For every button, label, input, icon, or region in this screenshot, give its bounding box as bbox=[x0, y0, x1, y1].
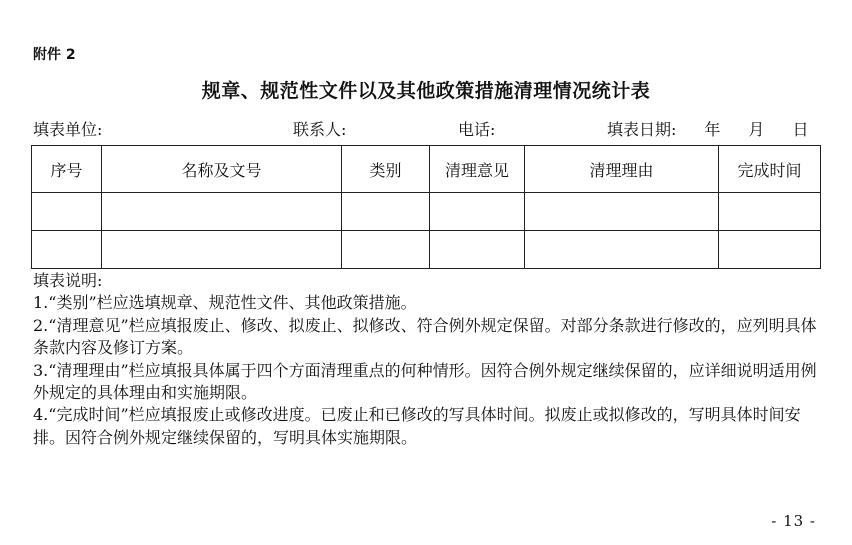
table-cell bbox=[342, 231, 430, 269]
header-completion-time: 完成时间 bbox=[719, 146, 821, 193]
header-cleanup-opinion: 清理意见 bbox=[430, 146, 525, 193]
date-year-label: 年 bbox=[704, 120, 721, 139]
instruction-item: 1.“类别”栏应选填规章、规范性文件、其他政策措施。 bbox=[33, 293, 417, 313]
filling-instructions bbox=[33, 270, 823, 449]
fill-unit-label: 填表单位: bbox=[33, 120, 103, 139]
table-cell bbox=[430, 231, 525, 269]
fill-date bbox=[607, 117, 808, 140]
fill-date-label: 填表日期: bbox=[607, 120, 677, 139]
table-row bbox=[32, 193, 821, 231]
date-month-label: 月 bbox=[748, 120, 765, 139]
attachment-label: 附件 2 bbox=[33, 47, 76, 63]
table-cell bbox=[525, 193, 719, 231]
table-cell bbox=[525, 231, 719, 269]
table-cell bbox=[32, 193, 102, 231]
header-name-and-doc-number: 名称及文号 bbox=[102, 146, 342, 193]
instruction-item: 2.“清理意见”栏应填报废止、修改、拟废止、拟修改、符合例外规定保留。对部分条款进行修改的，应列明具体条款内容及修订方案。 bbox=[33, 315, 817, 358]
header-serial-number: 序号 bbox=[32, 146, 102, 193]
table-cell bbox=[102, 231, 342, 269]
table-row bbox=[32, 231, 821, 269]
table-cell bbox=[719, 193, 821, 231]
header-category: 类别 bbox=[342, 146, 430, 193]
instructions-heading: 填表说明: bbox=[33, 271, 103, 290]
instruction-item: 3.“清理理由”栏应填报具体属于四个方面清理重点的何种情形。因符合例外规定继续保留的，应详细说明适用例外规定的具体理由和实施期限。 bbox=[33, 360, 817, 403]
table-cell bbox=[102, 193, 342, 231]
table-cell bbox=[32, 231, 102, 269]
phone-label: 电话: bbox=[458, 120, 496, 139]
contact-label: 联系人: bbox=[293, 120, 347, 139]
date-day-label: 日 bbox=[792, 120, 809, 139]
table-cell bbox=[719, 231, 821, 269]
page-number: - 13 - bbox=[771, 512, 816, 530]
table-header-row bbox=[32, 146, 821, 193]
statistics-table bbox=[31, 145, 821, 269]
instruction-item: 4.“完成时间”栏应填报废止或修改进度。已废止和已修改的写具体时间。拟废止或拟修改的，写明具体时间安排。因符合例外规定继续保留的，写明具体实施期限。 bbox=[33, 405, 801, 447]
table-cell bbox=[342, 193, 430, 231]
table-cell bbox=[430, 193, 525, 231]
document-title: 规章、规范性文件以及其他政策措施清理情况统计表 bbox=[201, 80, 651, 102]
header-cleanup-reason: 清理理由 bbox=[525, 146, 719, 193]
